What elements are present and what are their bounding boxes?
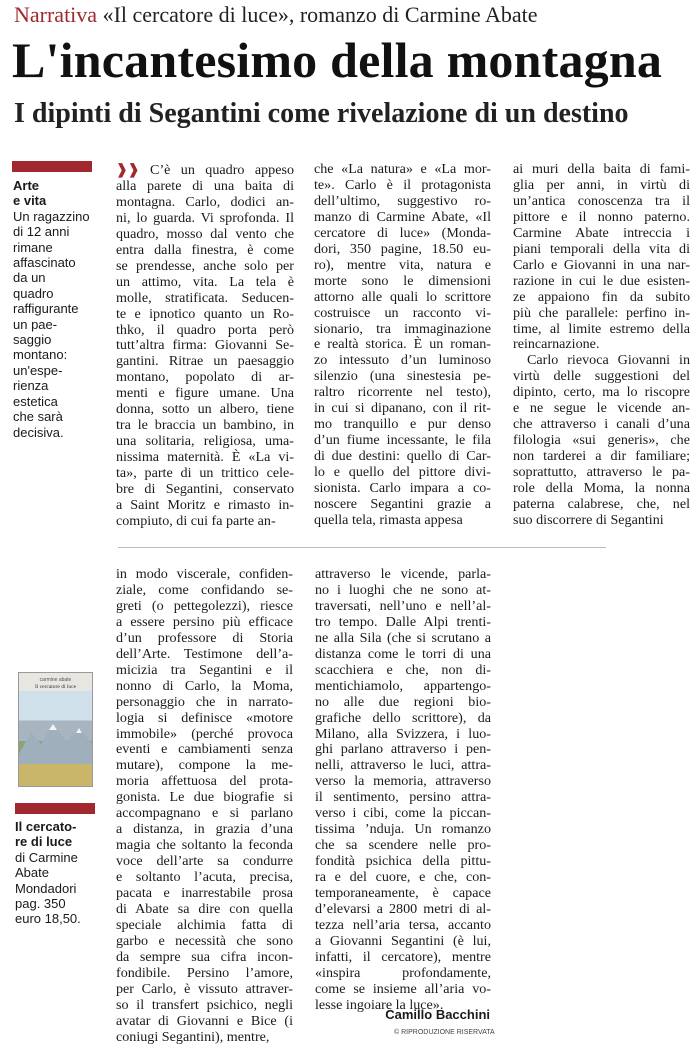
article-line: coniugi Segantini), mentre, xyxy=(116,1028,270,1045)
article-line: alla parete di una baita di xyxy=(116,177,294,194)
article-line: compiuto, di cui fa parte an- xyxy=(116,512,276,529)
article-line: lesse ingoiare la luce». xyxy=(315,996,444,1013)
sidebar-top xyxy=(13,178,90,440)
article-line: greti (o pettegolezzi), riesce xyxy=(116,597,293,614)
article-line: costruisce un racconto vi- xyxy=(314,304,491,321)
article-line: una solitaria, religiosa, uma- xyxy=(116,433,294,450)
sidebar-line: montano: xyxy=(13,347,68,363)
article-line: montano, popolato di ar- xyxy=(116,369,294,386)
article-line: so il transfert psichico, negli xyxy=(116,996,293,1013)
article-line: ro), mentre vita, natura e xyxy=(314,256,491,273)
article-line: pacata e inarrestabile prosa xyxy=(116,885,293,902)
article-line: lo e quello del pittore divi- xyxy=(314,464,491,481)
article-column-1 xyxy=(116,162,294,530)
article-line: immobile» (perché provoca xyxy=(116,725,293,742)
article-line: nonno di Carlo, la Moma, xyxy=(116,677,293,694)
article-line: grafiche dello scrittore), da xyxy=(315,709,491,726)
article-line: no alle due regioni bio- xyxy=(315,693,491,710)
article-line: d’un fiume incessante, le fila xyxy=(314,432,491,449)
article-line: voce dell’arte sa condurre xyxy=(116,853,293,870)
kicker xyxy=(14,2,538,28)
sidebar-top-title-line: e vita xyxy=(13,193,47,209)
article-line: te e ipnotico quanto un Ro- xyxy=(116,305,294,322)
article-line: filologia «sui generis», che xyxy=(513,432,690,449)
article-line: da sempre sua cifra incon- xyxy=(116,948,293,965)
sidebar-top-title-line: Arte xyxy=(13,178,40,193)
article-line: in modo viscerale, confiden- xyxy=(116,566,293,582)
article-line: il sentimento, persino attra- xyxy=(315,789,491,806)
article-line: mutare), compone la me- xyxy=(116,757,293,774)
article-line: non tarderei a dir familiare; xyxy=(513,448,690,465)
article-line: ze appaiono fin da subito xyxy=(513,288,690,305)
sidebar-line: affascinato xyxy=(13,255,76,271)
article-line: come se insieme all’aria vo- xyxy=(315,980,491,997)
article-line: glia per anni, in virtù di xyxy=(513,176,690,193)
article-line: Milano, alla Svizzera, i luo- xyxy=(315,725,491,742)
sidebar-line: euro 18,50. xyxy=(15,911,81,927)
sidebar-line: che sarà xyxy=(13,409,63,425)
sidebar-bottom-title-line: re di luce xyxy=(15,834,73,850)
article-line: nelli, attraverso le luci, attra- xyxy=(315,757,491,774)
article-line: accompagnano e si parlano xyxy=(116,805,293,822)
sidebar-line: saggio xyxy=(13,332,52,348)
sidebar-line: quadro xyxy=(13,285,54,301)
article-line: ai muri della baita di fami- xyxy=(513,161,690,177)
book-cover-title: Il cercatore di luce xyxy=(34,684,77,690)
article-line: più che parallele: perfino in- xyxy=(513,304,690,321)
article-line: verso la memoria, attraverso xyxy=(315,773,491,790)
article-line: e soltanto l’acuta, precisa, xyxy=(116,869,293,886)
headline: L'incantesimo della montagna xyxy=(12,32,663,88)
article-line: sionista. Carlo impara a co- xyxy=(314,480,491,497)
article-line: a essere persino più efficace xyxy=(116,613,293,630)
article-line: thko, il quadro porta però xyxy=(116,321,294,338)
article-line: soprattutto, attraverso le pa- xyxy=(513,464,690,481)
author-signature: Camillo Bacchini xyxy=(385,1007,490,1022)
article-line: ta», parte di un trittico cele- xyxy=(116,465,294,482)
sidebar-bottom-title-line: Il cercato- xyxy=(15,819,77,834)
article-line: suo discorrere di Segantini xyxy=(513,511,664,528)
article-line: distanza come le torri di una xyxy=(315,645,491,662)
article-line: speciale alchimia fatta di xyxy=(116,916,293,933)
article-line: ne alla Sila (che si scrutano a xyxy=(315,629,491,646)
article-line: che attraverso i canali d’una xyxy=(513,416,690,433)
article-line: infatti, il cercatore), mentre xyxy=(315,948,491,965)
article-line: time, al limite estremo della xyxy=(513,320,690,337)
paragraph-marker-icon: ❱❱ xyxy=(116,161,140,177)
article-line: paterna calabrese, che, nel xyxy=(513,496,690,513)
article-line: reincarnazione. xyxy=(513,336,600,353)
article-column-5 xyxy=(315,567,491,1014)
article-line: eventi e cambiamenti senza xyxy=(116,741,293,758)
article-line: a Saint Moritz e rimasto in- xyxy=(116,497,294,514)
article-line: ni, lo guarda. Vi sprofonda. Il xyxy=(116,209,294,226)
sidebar-line: un'espe- xyxy=(13,362,63,378)
article-line: verso i cibi, come la piccan- xyxy=(315,805,491,822)
article-line: che sa scendere nelle pro- xyxy=(315,837,491,854)
sidebar-line: decisiva. xyxy=(13,424,64,440)
article-line: micizia tra Segantini e il xyxy=(116,661,293,678)
article-line: che «La natura» e «La mor- xyxy=(314,161,491,177)
article-line: d’un professore di Storia xyxy=(116,629,293,646)
article-line: zo intessuto d’un luminoso xyxy=(314,352,491,369)
article-line: tra le braccia un bambino, in xyxy=(116,417,294,434)
article-line: quella tela, rimasta appesa xyxy=(314,511,463,528)
article-line: pittore e il nonno paterno. xyxy=(513,208,690,225)
article-line: logia si definisce «motore xyxy=(116,709,293,726)
article-line: a distanza, in grazia d’una xyxy=(116,821,293,838)
article-line: tutt’altra firma: Giovanni Se- xyxy=(116,337,294,354)
article-line: morte sono le dimensioni xyxy=(314,272,491,289)
article-first-line: ❱❱ C’è un quadro appeso xyxy=(116,161,294,178)
article-line: a Giovanni Segantini (è lui, xyxy=(315,932,491,949)
article-line: montagna. Carlo, dodici an- xyxy=(116,193,294,210)
sidebar-line: estetica xyxy=(13,393,58,409)
article-line: se prendesse, anche solo per xyxy=(116,257,294,274)
article-line: di Abate sa dire con quella xyxy=(116,901,293,918)
article-line: virtù delle suggestioni del xyxy=(513,368,690,385)
article-line: dell’Arte. Testimone dell’a- xyxy=(116,645,293,662)
article-line: avatar di Giovanni e Bice (i xyxy=(116,1012,293,1029)
article-line: Carmine Abate intreccia i xyxy=(513,224,690,241)
section-divider xyxy=(118,547,606,548)
article-line: gonista. Le due biografie si xyxy=(116,789,293,806)
article-line: Carlo e Giovanni in una nar- xyxy=(513,256,690,273)
article-line: temporaneamente, è capace xyxy=(315,885,491,902)
article-line: dell’ultimo, suggestivo ro- xyxy=(314,192,491,209)
rubric-label: Narrativa xyxy=(14,2,98,27)
sidebar-bottom-bar xyxy=(15,803,95,814)
article-line: d’elevarsi a 2800 metri di al- xyxy=(315,901,491,918)
article-line: menti e figure umane. Una xyxy=(116,385,294,402)
article-line: te». Carlo è il protagonista xyxy=(314,176,491,193)
sidebar-line: Abate xyxy=(15,865,49,881)
sidebar-bottom xyxy=(15,819,81,927)
book-cover-author: carmine abate xyxy=(39,677,72,683)
article-line: ziale, come confidando se- xyxy=(116,581,293,598)
article-line: mentichiamolo, appartengo- xyxy=(315,677,491,694)
article-line: personaggio che in narrato- xyxy=(116,693,293,710)
article-line: silenzio (una sinestesia pe- xyxy=(314,368,491,385)
article-line: scacchiera e che, non di- xyxy=(315,661,491,678)
article-line: attraverso le vicende, parla- xyxy=(315,566,491,582)
article-line: moria affettuosa del prota- xyxy=(116,773,293,790)
article-line: Carlo rievoca Giovanni in xyxy=(527,352,690,369)
article-line: attorno alle quali lo scrittore xyxy=(314,288,491,305)
article-line: ghi parlano attraverso i pen- xyxy=(315,741,491,758)
article-line: tro tempo. Dalle Alpi trenti- xyxy=(315,613,491,630)
article-line: sionario, tra immaginazione xyxy=(314,320,491,337)
article-line: fondibile. Persino l’amore, xyxy=(116,964,293,981)
article-line: cercatore di luce» (Monda- xyxy=(314,224,491,241)
article-line: nissima maternità. È «La vi- xyxy=(116,449,294,466)
article-line: per Carlo, è vissuto attraver- xyxy=(116,980,293,997)
kicker-text: «Il cercatore di luce», romanzo di Carmine Abate xyxy=(97,2,538,27)
article-line: gantini. Ritrae un paesaggio xyxy=(116,353,294,370)
article-line: molle, stratificata. Seducen- xyxy=(116,289,294,306)
article-line: dipinto, certo, ma lo riscopre xyxy=(513,384,690,401)
article-line: magia che soltanto la feconda xyxy=(116,837,293,854)
article-column-2 xyxy=(314,162,491,529)
article-line: raltro ricorrente nel testo), xyxy=(314,384,491,401)
sidebar-line: rimane xyxy=(13,239,53,255)
article-line: un’antica conoscenza tra il xyxy=(513,192,690,209)
article-line: tezza nell’aria tersa, accanto xyxy=(315,916,491,933)
article-line: piani temporali della vita di xyxy=(513,240,690,257)
sidebar-top-bar xyxy=(12,161,92,172)
sidebar-line: da un xyxy=(13,270,46,286)
article-line: manzo di Carmine Abate, «Il xyxy=(314,208,491,225)
sidebar-line: Un ragazzino xyxy=(13,208,90,224)
article-line: mo tranquillo e pur denso xyxy=(314,416,491,433)
article-line: role della Moma, la nonna xyxy=(513,480,690,497)
article-line: un attimo, vita. La tela è xyxy=(116,273,294,290)
sidebar-line: di Carmine xyxy=(15,849,78,865)
article-column-3 xyxy=(513,162,690,529)
book-cover-image xyxy=(18,672,93,787)
article-line: garbo e necessità che sono xyxy=(116,932,293,949)
mountain-landscape-icon xyxy=(19,714,93,764)
sidebar-line: raffigurante xyxy=(13,301,79,317)
article-line: donna, sotto un albero, tiene xyxy=(116,401,294,418)
copyright-notice: © RIPRODUZIONE RISERVATA xyxy=(394,1029,495,1036)
article-line: traversati, nell’uno e nell’al- xyxy=(315,597,491,614)
article-line: dori, 350 pagine, 18.50 eu- xyxy=(314,240,491,257)
article-line: di due destini: quello di Car- xyxy=(314,448,491,465)
article-line: e ne segue le vicende an- xyxy=(513,400,690,417)
article-line: ra e del cuore, e che, con- xyxy=(315,869,491,886)
article-line: tissima ’nduja. Un romanzo xyxy=(315,821,491,838)
article-line: in cui si dipanano, con il rit- xyxy=(314,400,491,417)
article-line: quadro, mosso dal vento che xyxy=(116,225,294,242)
article-line: bre di Segantini, conservato xyxy=(116,481,294,498)
article-line: fondità psichica della pittu- xyxy=(315,853,491,870)
article-line: «inspira profondamente, xyxy=(315,964,491,981)
article-line: entra dalla finestra, è come xyxy=(116,241,294,258)
subheadline: I dipinti di Segantini come rivelazione di un destino xyxy=(14,98,629,129)
article-line: noscere Segantini grazie a xyxy=(314,496,491,513)
sidebar-line: rienza xyxy=(13,378,49,394)
article-column-4 xyxy=(116,567,293,1046)
sidebar-line: un pae- xyxy=(13,316,58,332)
sidebar-line: di 12 anni xyxy=(13,224,70,240)
sidebar-line: Mondadori xyxy=(15,880,77,896)
article-line: razione in cui le due esisten- xyxy=(513,272,690,289)
sidebar-line: pag. 350 xyxy=(15,896,66,912)
article-line: e realtà storica. È un roman- xyxy=(314,336,491,353)
article-line: no i luoghi che ne sono at- xyxy=(315,581,491,598)
